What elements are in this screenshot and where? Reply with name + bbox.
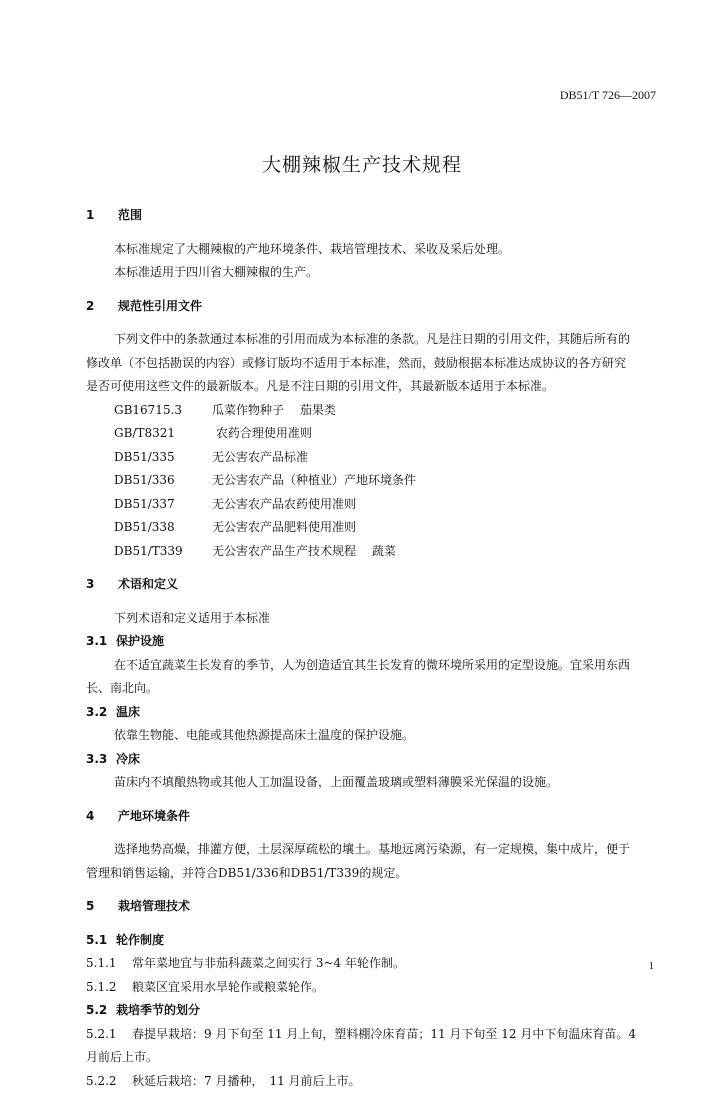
term-heading [86,630,658,654]
reference-code: DB51/336 [114,469,212,493]
paragraph-line: 依靠生物能、电能或其他热源提高床土温度的保护设施。 [86,724,658,748]
subsection-heading [86,999,658,1023]
section-3-heading [86,573,658,597]
reference-name: 无公害农产品肥料使用准则 [212,520,356,534]
reference-item [86,516,658,540]
reference-code: DB51/338 [114,516,212,540]
reference-code: GB/T8321 [114,422,212,446]
section-number: 3 [86,573,118,597]
clause-text: 秋延后栽培：7 月播种， 11 月前后上市。 [132,1074,361,1088]
subsection-title: 栽培季节的划分 [116,1003,200,1017]
paragraph-line: 苗床内不填酿热物或其他人工加温设备，上面覆盖玻璃或塑料薄膜采光保温的设施。 [86,771,658,795]
term-title: 保护设施 [116,634,164,648]
clause-number: 5.2.1 [86,1023,132,1047]
section-title: 栽培管理技术 [118,899,190,913]
paragraph-line: 管理和销售运输，并符合DB51/336和DB51/T339的规定。 [86,862,658,886]
section-title: 产地环境条件 [118,809,190,823]
term-number: 3.1 [86,630,116,654]
section-number: 1 [86,204,118,228]
term-number: 3.2 [86,701,116,725]
reference-item [86,422,658,446]
section-title: 术语和定义 [118,577,178,591]
subsection-heading [86,929,658,953]
clause-text: 春提早栽培：9 月下旬至 11 月上旬，塑料棚冷床育苗；11 月下旬至 12 月中下旬温床育苗。4 [132,1027,636,1041]
reference-name: 无公害农产品农药使用准则 [212,497,356,511]
reference-name: 农药合理使用准则 [212,426,312,440]
section-1-heading [86,204,658,228]
clause [86,1070,658,1093]
term-heading [86,701,658,725]
subsection-number: 5.1 [86,929,116,953]
paragraph-line: 长、南北向。 [86,677,658,701]
clause [86,1023,658,1047]
reference-item [86,493,658,517]
document-body [86,204,658,1093]
document-title: 大棚辣椒生产技术规程 [0,150,724,177]
subsection-number: 5.2 [86,999,116,1023]
reference-name: 无公害农产品生产技术规程 蔬菜 [212,544,396,558]
section-title: 规范性引用文件 [118,299,202,313]
paragraph: 下列术语和定义适用于本标准 [86,607,658,631]
paragraph: 本标准规定了大棚辣椒的产地环境条件、栽培管理技术、采收及采后处理。 [86,238,658,262]
standard-code: DB51/T 726—2007 [560,88,656,103]
section-5-heading [86,895,658,919]
paragraph-line: 在不适宜蔬菜生长发育的季节，人为创造适宜其生长发育的微环境所采用的定型设施。宜采用东西 [86,654,658,678]
reference-code: DB51/335 [114,446,212,470]
paragraph-line: 下列文件中的条款通过本标准的引用而成为本标准的条款。凡是注日期的引用文件，其随后所有的 [86,328,658,352]
section-2-heading [86,295,658,319]
reference-item [86,469,658,493]
paragraph-line: 月前后上市。 [86,1046,658,1070]
subsection-title: 轮作制度 [116,933,164,947]
term-heading [86,748,658,772]
term-number: 3.3 [86,748,116,772]
clause [86,952,658,976]
clause-text: 粮菜区宜采用水旱轮作或粮菜轮作。 [132,980,324,994]
reference-item [86,446,658,470]
section-number: 5 [86,895,118,919]
reference-name: 瓜菜作物种子 茄果类 [212,403,336,417]
clause-number: 5.1.2 [86,976,132,1000]
paragraph-line: 选择地势高燥，排灌方便，土层深厚疏松的壤土。基地远离污染源，有一定规模，集中成片，便于 [86,838,658,862]
reference-code: GB16715.3 [114,399,212,423]
clause-number: 5.2.2 [86,1070,132,1093]
page-number: 1 [649,960,655,972]
reference-code: DB51/T339 [114,540,212,564]
section-number: 2 [86,295,118,319]
section-number: 4 [86,805,118,829]
paragraph-line: 是否可使用这些文件的最新版本。凡是不注日期的引用文件，其最新版本适用于本标准。 [86,375,658,399]
section-title: 范围 [118,208,142,222]
reference-name: 无公害农产品（种植业）产地环境条件 [212,473,416,487]
clause [86,976,658,1000]
clause-text: 常年菜地宜与非茄科蔬菜之间实行 3~4 年轮作制。 [132,956,405,970]
reference-code: DB51/337 [114,493,212,517]
clause-number: 5.1.1 [86,952,132,976]
paragraph: 本标准适用于四川省大棚辣椒的生产。 [86,261,658,285]
reference-name: 无公害农产品标准 [212,450,308,464]
term-title: 冷床 [116,752,140,766]
section-4-heading [86,805,658,829]
term-title: 温床 [116,705,140,719]
reference-item [86,399,658,423]
paragraph-line: 修改单（不包括勘误的内容）或修订版均不适用于本标准，然而，鼓励根据本标准达成协议的各方研究 [86,352,658,376]
reference-item [86,540,658,564]
